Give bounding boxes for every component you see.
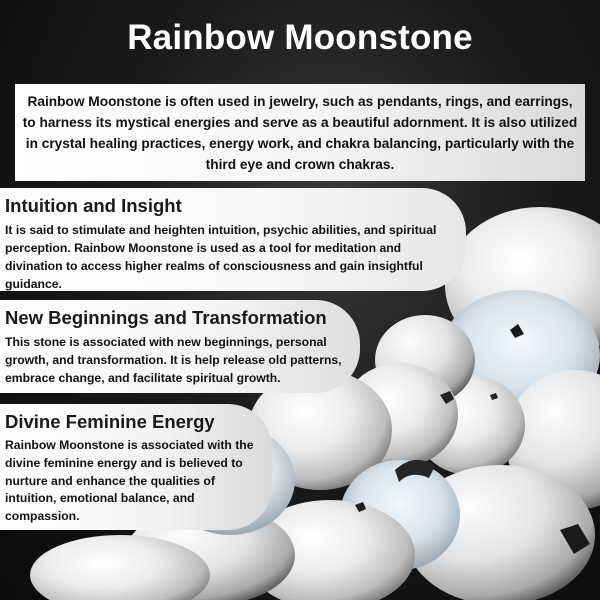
intro-panel: [15, 84, 585, 181]
section-intuition-and-insight: [0, 188, 466, 291]
intro-text: Rainbow Moonstone is often used in jewelry, such as pendants, rings, and earrings, to harness its mystical energies and serve as a beautiful adornment. It is also utilized in crystal healing practices, energy work, and chakra balancing, particularly with the third eye and crown chakras.: [22, 94, 578, 172]
page-title: Rainbow Moonstone: [127, 18, 473, 57]
section-heading: Intuition and Insight: [5, 195, 182, 216]
section-text: It is said to stimulate and heighten intuition, psychic abilities, and spiritual perception. Rainbow Moonstone is used as a tool for meditation and divination to access higher realms of consciousness and gain insightful guidance.: [5, 223, 437, 291]
section-divine-feminine-energy: [0, 404, 272, 530]
section-heading: Divine Feminine Energy: [5, 411, 215, 432]
section-text: Rainbow Moonstone is associated with the divine feminine energy and is believed to nurture and enhance the qualities of intuition, emotional balance, and compassion.: [5, 438, 254, 524]
section-heading: New Beginnings and Transformation: [5, 307, 327, 328]
section-text: This stone is associated with new beginnings, personal growth, and transformation. It is help release old patterns, embrace change, and facilitate spiritual growth.: [5, 335, 342, 385]
section-new-beginnings: [0, 300, 360, 393]
